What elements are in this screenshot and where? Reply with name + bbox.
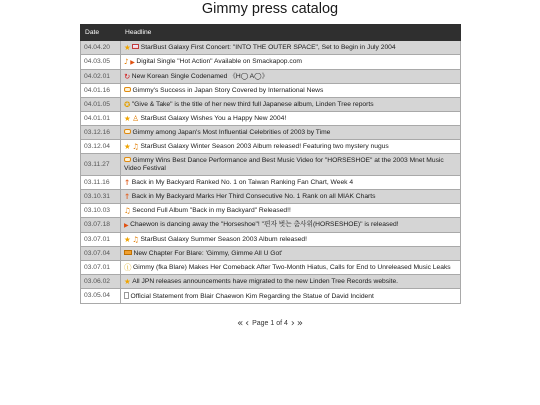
headline-link[interactable]: Second Full Album "Back in my Backyard" Released!!	[132, 206, 291, 214]
play-icon	[124, 221, 129, 230]
table-row	[81, 261, 461, 275]
star-icon	[124, 143, 131, 151]
speech-bubble-icon	[124, 129, 131, 134]
table-header	[81, 25, 461, 41]
row-headline-cell	[121, 289, 461, 304]
first-page-button[interactable]	[237, 318, 243, 329]
row-headline-cell	[121, 140, 461, 154]
row-headline-cell	[121, 126, 461, 140]
music-notes-icon	[124, 207, 131, 215]
table-row	[81, 204, 461, 218]
last-page-button[interactable]	[297, 318, 303, 329]
music-notes-icon	[132, 236, 139, 244]
row-headline-cell	[121, 204, 461, 218]
table-body	[81, 41, 461, 304]
chevron-right-icon	[291, 318, 295, 329]
star-icon	[124, 278, 131, 286]
row-date: 04.01.01	[81, 112, 121, 126]
row-date: 03.12.16	[81, 126, 121, 140]
row-headline-cell	[121, 218, 461, 233]
headline-link[interactable]: Gimmy (fka Blare) Makes Her Comeback After Two-Month Hiatus, Calls for End to Unreleased Music Leaks	[133, 263, 451, 271]
row-date: 03.11.27	[81, 154, 121, 176]
row-headline-cell	[121, 70, 461, 84]
headline-link[interactable]: Gimmy's Success in Japan Story Covered by International News	[132, 86, 324, 94]
refresh-icon	[124, 73, 130, 81]
press-table	[80, 24, 461, 304]
table-row	[81, 233, 461, 247]
row-date: 04.01.16	[81, 84, 121, 98]
pagination	[0, 318, 540, 329]
rank-up-icon	[124, 179, 130, 187]
table-row	[81, 140, 461, 154]
row-headline-cell	[121, 247, 461, 261]
headline-link[interactable]: All JPN releases announcements have migrated to the new Linden Tree Records website.	[132, 277, 399, 285]
headline-link[interactable]: "Give & Take" is the title of her new third full Japanese album, Linden Tree reports	[131, 100, 374, 108]
row-headline-cell	[121, 275, 461, 289]
row-date: 03.05.04	[81, 289, 121, 304]
table-row	[81, 218, 461, 233]
table-row	[81, 126, 461, 140]
table-row	[81, 154, 461, 176]
headline-link[interactable]: Digital Single "Hot Action" Available on Smackapop.com	[136, 57, 303, 65]
table-row	[81, 275, 461, 289]
figure-icon	[132, 115, 139, 123]
row-date: 03.10.03	[81, 204, 121, 218]
row-headline-cell	[121, 112, 461, 126]
row-headline-cell	[121, 41, 461, 55]
row-headline-cell	[121, 98, 461, 112]
speech-bubble-icon	[124, 87, 131, 92]
music-note-icon	[124, 58, 129, 66]
table-row	[81, 41, 461, 55]
row-date: 04.03.05	[81, 55, 121, 70]
row-date: 03.07.18	[81, 218, 121, 233]
row-date: 03.12.04	[81, 140, 121, 154]
table-row	[81, 84, 461, 98]
table-row	[81, 70, 461, 84]
headline-link[interactable]: Back in My Backyard Marks Her Third Consecutive No. 1 Rank on all MIAK Charts	[131, 192, 376, 200]
headline-link[interactable]: StarBust Galaxy Wishes You a Happy New 2004!	[140, 114, 287, 122]
headline-link[interactable]: Gimmy among Japan's Most Influential Celebrities of 2003 by Time	[132, 128, 331, 136]
chevron-left-icon	[245, 318, 249, 329]
table-row	[81, 190, 461, 204]
table-row	[81, 247, 461, 261]
row-headline-cell	[121, 190, 461, 204]
table-row	[81, 98, 461, 112]
row-headline-cell	[121, 233, 461, 247]
page-title: Gimmy press catalog	[201, 1, 339, 17]
music-notes-icon	[132, 143, 139, 151]
headline-link[interactable]: StarBust Galaxy Winter Season 2003 Album released! Featuring two mystery nugus	[140, 142, 389, 150]
headline-link[interactable]: Gimmy Wins Best Dance Performance and Best Music Video for "HORSESHOE" at the 2003 Mnet Music Video Festival	[124, 156, 444, 172]
row-date: 03.06.02	[81, 275, 121, 289]
speech-bubble-icon	[124, 157, 131, 162]
row-date: 04.01.05	[81, 98, 121, 112]
row-date: 03.11.16	[81, 176, 121, 190]
previous-page-button[interactable]	[245, 318, 249, 329]
double-chevron-right-icon	[297, 318, 303, 329]
table-row	[81, 55, 461, 70]
row-headline-cell	[121, 154, 461, 176]
page-indicator: Page 1 of 4	[252, 320, 288, 327]
row-date: 03.07.01	[81, 233, 121, 247]
row-date: 04.02.01	[81, 70, 121, 84]
ticket-icon	[132, 44, 139, 49]
star-icon	[124, 115, 131, 123]
headline-link[interactable]: StarBust Galaxy First Concert: "INTO THE OUTER SPACE", Set to Begin in July 2004	[140, 43, 396, 51]
headline-link[interactable]: Chaewon is dancing away the "Horseshoe"! "편자 벗는 춤사위(HORSESHOE)" is released!	[130, 220, 399, 228]
play-icon	[130, 58, 135, 67]
row-headline-cell	[121, 176, 461, 190]
headline-link[interactable]: StarBust Galaxy Summer Season 2003 Album released!	[140, 235, 307, 243]
table-row	[81, 289, 461, 304]
row-headline-cell	[121, 84, 461, 98]
rank-up-icon	[124, 193, 130, 201]
headline-link[interactable]: Back in My Backyard Ranked No. 1 on Taiwan Ranking Fan Chart, Week 4	[131, 178, 354, 186]
row-date: 03.07.04	[81, 247, 121, 261]
row-headline-cell	[121, 261, 461, 275]
date-column-header: Date	[81, 25, 121, 41]
headline-link[interactable]: Official Statement from Blair Chaewon Kim Regarding the Statue of David Incident	[130, 292, 374, 300]
double-chevron-left-icon	[237, 318, 243, 329]
row-date: 03.10.31	[81, 190, 121, 204]
row-date: 03.07.01	[81, 261, 121, 275]
table-row	[81, 112, 461, 126]
star-icon	[124, 236, 131, 244]
headline-column-header: Headline	[121, 25, 461, 41]
next-page-button[interactable]	[291, 318, 295, 329]
info-icon	[124, 264, 132, 272]
header-row	[81, 25, 461, 41]
table-row	[81, 176, 461, 190]
row-headline-cell	[121, 55, 461, 70]
document-icon	[124, 292, 129, 299]
badge-icon	[124, 101, 130, 109]
headline-link[interactable]: New Korean Single Codenamed 《H◯ A◯》	[131, 72, 269, 80]
headline-link[interactable]: New Chapter For Blare: 'Gimmy, Gimme All U Got'	[133, 249, 283, 257]
row-date: 04.04.20	[81, 41, 121, 55]
news-icon	[124, 250, 132, 255]
star-icon	[124, 44, 131, 52]
